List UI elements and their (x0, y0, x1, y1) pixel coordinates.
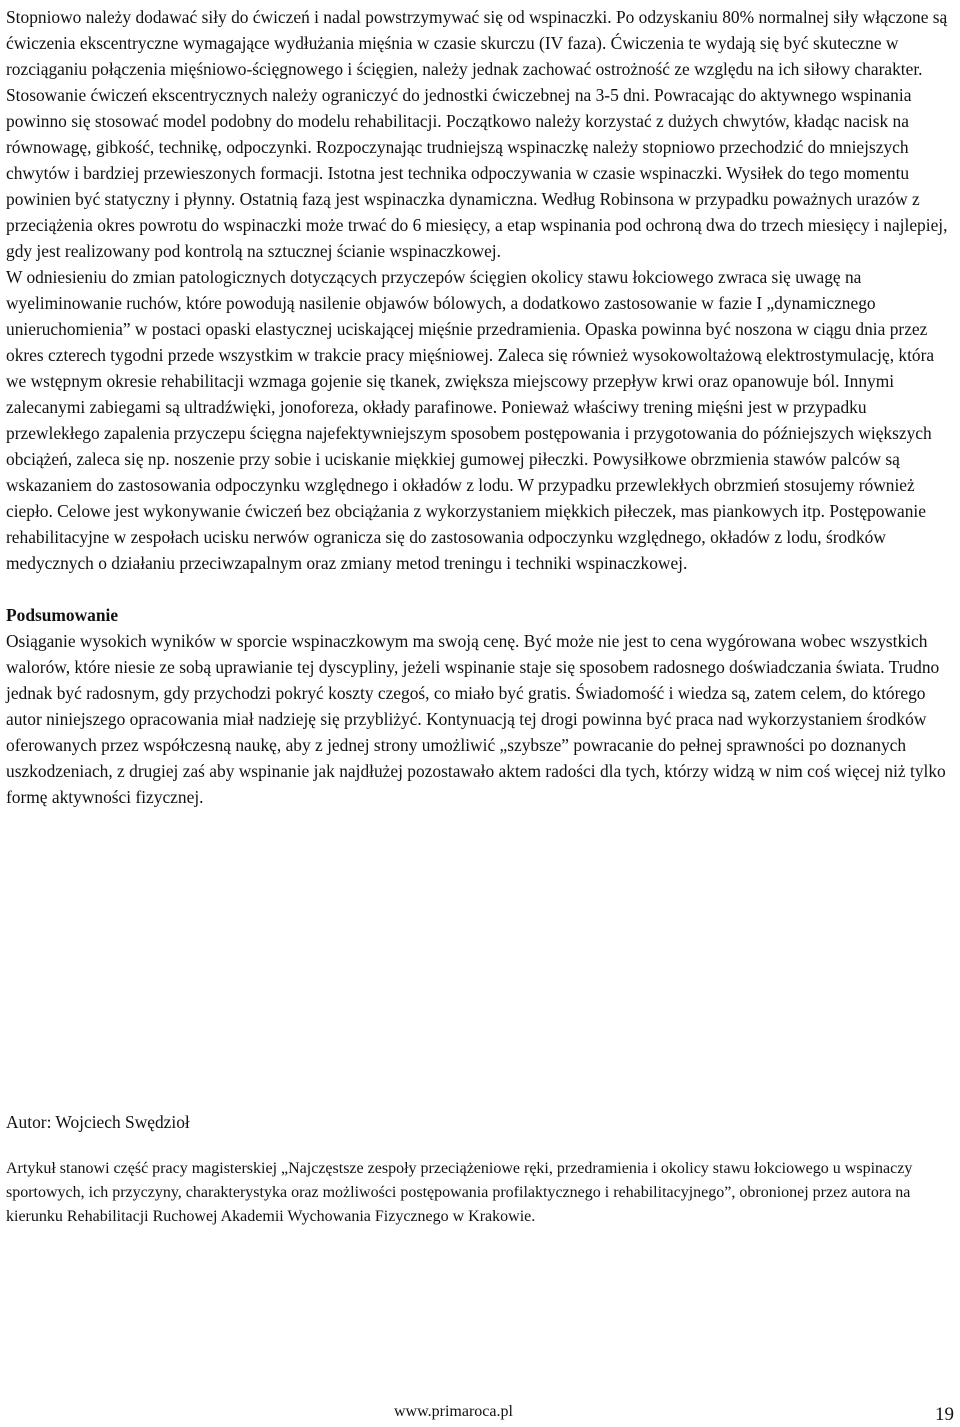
article-body (6, 4, 954, 810)
page-number: 19 (935, 1404, 954, 1425)
footer-url[interactable]: www.primaroca.pl (394, 1403, 513, 1420)
paragraph-rehabilitation-phases: Stopniowo należy dodawać siły do ćwiczeń i nadal powstrzymywać się od wspinaczki. Po odzyskaniu 80% normalnej siły włączone są ćwiczenia ekscentryczne wymagające wydłużania mięśnia w czasie skurczu (IV faza). Ćwiczenia te wydają się być skuteczne w rozciąganiu połączenia mięśniowo-ścięgnowego i ścięgien, należy jednak zachować ostrożność ze względu na ich siłowy charakter. Stosowanie ćwiczeń ekscentrycznych należy ograniczyć do jednostki ćwiczebnej na 3-5 dni. Powracając do aktywnego wspinania powinno się stosować model podobny do modelu rehabilitacji. Początkowo należy korzystać z dużych chwytów, kładąc nacisk na równowagę, gibkość, technikę, odpoczynki. Rozpoczynając trudniejszą wspinaczkę należy stopniowo przechodzić do mniejszych chwytów i bardziej przewieszonych formacji. Istotna jest technika odpoczywania w czasie wspinaczki. Wysiłek do tego momentu powinien być statyczny i płynny. Ostatnią fazą jest wspinaczka dynamiczna. Według Robinsona w przypadku poważnych urazów z przeciążenia okres powrotu do wspinaczki może trwać do 6 miesięcy, a etap wspinania pod ochroną dwa do trzech miesięcy i najlepiej, gdy jest realizowany pod kontrolą na sztucznej ścianie wspinaczkowej. (6, 7, 948, 261)
author-line: Autor: Wojciech Swędzioł (6, 1112, 190, 1132)
paragraph-tendon-changes: W odniesieniu do zmian patologicznych dotyczących przyczepów ścięgien okolicy stawu łokciowego zwraca się uwagę na wyeliminowanie ruchów, które powodują nasilenie objawów bólowych, a dodatkowo zastosowanie w fazie I „dynamicznego unieruchomienia” w postaci opaski elastycznej uciskającej mięśnie przedramienia. Opaska powinna być noszona w ciągu dnia przez okres czterech tygodni przede wszystkim w trakcie pracy mięśniowej. Zaleca się również wysokowoltażową elektrostymulację, która we wstępnym okresie rehabilitacji wzmaga gojenie się tkanek, zwiększa miejscowy przepływ krwi oraz opanowuje ból. Innymi zalecanymi zabiegami są ultradźwięki, jonoforeza, okłady parafinowe. Ponieważ właściwy trening mięśni jest w przypadku przewlekłego zapalenia przyczepu ścięgna najefektywniejszym sposobem postępowania i przygotowania do późniejszych większych obciążeń, zaleca się np. noszenie przy sobie i uciskanie miękkiej gumowej piłeczki. Powysiłkowe obrzmienia stawów palców są wskazaniem do zastosowania odpoczynku względnego i okładów z lodu. W przypadku przewlekłych obrzmień stosujemy również ciepło. Celowe jest wykonywanie ćwiczeń bez obciążania z wykorzystaniem miękkich piłeczek, mas piankowych itp. Postępowanie rehabilitacyjne w zespołach ucisku nerwów ogranicza się do zastosowania odpoczynku względnego, okładów z lodu, środków medycznych o działaniu przeciwzapalnym oraz zmiany metod treningu i techniki wspinaczkowej. (6, 267, 935, 573)
summary-heading: Podsumowanie (6, 605, 119, 625)
summary-paragraph: Osiąganie wysokich wyników w sporcie wspinaczkowym ma swoją cenę. Być może nie jest to cena wygórowana wobec wszystkich walorów, które niesie ze sobą uprawianie tej dyscypliny, jeżeli wspinanie staje się sposobem radosnego doświadczania świata. Trudno jednak być radosnym, gdy przychodzi pokryć koszty czegoś, co miało być gratis. Świadomość i wiedza są, zatem celem, do którego autor niniejszego opracowania miał nadzieję się przybliżyć. Kontynuacją tej drogi powinna być praca nad wykorzystaniem środków oferowanych przez współczesną naukę, aby z jednej strony umożliwić „szybsze” powracanie do pełnej sprawności po doznanych uszkodzeniach, z drugiej zaś aby wspinanie jak najdłużej pozostawało aktem radości dla tych, którzy widzą w nim coś więcej niż tylko formę aktywności fizycznej. (6, 631, 946, 807)
article-footnote: Artykuł stanowi część pracy magisterskiej „Najczęstsze zespoły przeciążeniowe ręki, przedramienia i okolicy stawu łokciowego u wspinaczy sportowych, ich przyczyny, charakterystyka oraz możliwości postępowania profilaktycznego i rehabilitacyjnego”, obronionej przez autora na kierunku Rehabilitacji Ruchowej Akademii Wychowania Fizycznego w Krakowie. (6, 1160, 913, 1225)
